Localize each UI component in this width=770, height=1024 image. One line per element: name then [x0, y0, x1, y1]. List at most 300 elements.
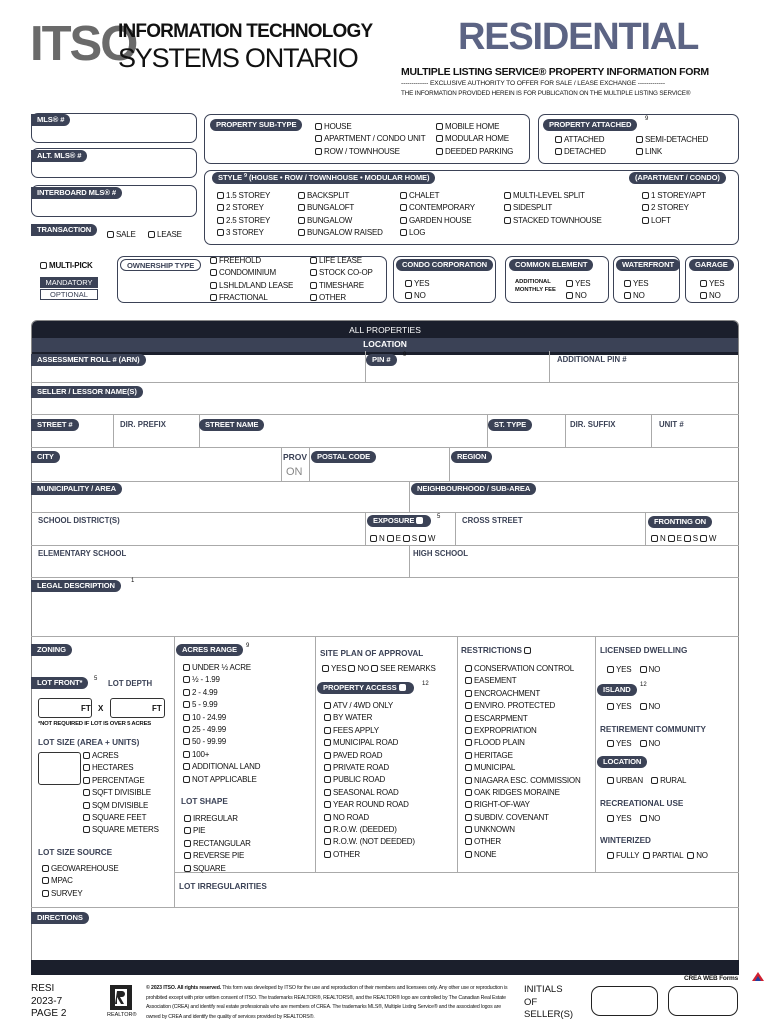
- option-label: ATTACHED: [564, 135, 605, 144]
- checkbox-icon: [324, 739, 331, 746]
- option-item[interactable]: [465, 825, 581, 837]
- publication-line: THE INFORMATION PROVIDED HEREIN IS FOR PUBLICATION ON THE MULTIPLE LISTING SERVICE®: [401, 90, 691, 97]
- form-title: RESIDENTIAL: [458, 16, 699, 58]
- option-label: PRIVATE ROAD: [333, 762, 389, 772]
- option-item[interactable]: [83, 801, 159, 813]
- checkbox-icon: [555, 148, 562, 155]
- option-label: EXPROPRIATION: [474, 725, 537, 735]
- option-item[interactable]: [465, 776, 581, 788]
- option-item[interactable]: [183, 675, 260, 687]
- option-item[interactable]: [324, 837, 415, 849]
- transaction-sale[interactable]: SALE: [107, 230, 136, 239]
- checkbox-icon: [504, 217, 511, 224]
- access-list: [324, 701, 415, 862]
- option-label: HECTARES: [92, 763, 134, 773]
- checkbox-icon: [324, 789, 331, 796]
- option-label: REVERSE PIE: [193, 851, 245, 861]
- option-item[interactable]: [315, 134, 425, 146]
- attached-col2: [636, 135, 708, 160]
- lot-source-list: [42, 864, 119, 901]
- checkbox-icon[interactable]: [607, 703, 614, 710]
- checkbox-icon: [315, 135, 322, 142]
- option-item[interactable]: [83, 825, 159, 837]
- checkbox-icon[interactable]: [322, 665, 329, 672]
- waterfront-no[interactable]: NO: [624, 291, 645, 300]
- option-item[interactable]: [636, 135, 708, 147]
- footer-legal: © 2023 ITSO. All rights reserved. This form was developed by ITSO for the use and reproduction of their members and licensees only. Any other use or reproduction is prohibited except with prior written consent of ITSO. The trademarks REALTOR®, REALTORS®, and the REALTOR® logo are controlled by The Canadian Real Estate Association (CREA) and identify real estate professionals who are members of CREA. The trademarks MLS®, Multiple Listing Service® and the associated logos are owned by CREA and identify the quality of services provided by REALTORS®.: [146, 985, 508, 1020]
- location-label: LOCATION: [597, 756, 647, 768]
- option-label: GEOWAREHOUSE: [51, 864, 119, 873]
- alt-mls-label: ALT. MLS® #: [31, 150, 87, 162]
- option-item[interactable]: [210, 281, 293, 293]
- option-item[interactable]: [315, 147, 425, 159]
- checkbox-icon: [183, 738, 190, 745]
- checkbox-icon[interactable]: [640, 666, 647, 673]
- realtor-logo: [107, 983, 135, 1019]
- lot-source-label: LOT SIZE SOURCE: [38, 848, 113, 857]
- option-item[interactable]: [400, 228, 475, 240]
- option-label: LOG: [409, 228, 426, 238]
- additional-pin-label: ADDITIONAL PIN #: [557, 355, 627, 364]
- attached-label: PROPERTY ATTACHED: [543, 119, 637, 131]
- option-item[interactable]: [465, 763, 581, 775]
- checkbox-icon[interactable]: [387, 535, 394, 542]
- checkbox-icon[interactable]: [684, 535, 691, 542]
- option-item[interactable]: [298, 216, 383, 228]
- ownership-label: OWNERSHIP TYPE: [120, 259, 201, 271]
- option-item[interactable]: [324, 800, 415, 812]
- checkbox-icon: [298, 192, 305, 199]
- bottom-bar: [31, 960, 739, 975]
- checkbox-icon[interactable]: [640, 815, 647, 822]
- island-sup: 12: [640, 682, 647, 688]
- option-label: ½ - 1.99: [192, 675, 220, 685]
- checkbox-icon: [324, 851, 331, 858]
- checkbox-icon: [83, 789, 90, 796]
- option-item[interactable]: [636, 147, 708, 159]
- option-label: FEES APPLY: [333, 725, 379, 735]
- checkbox-icon[interactable]: [607, 740, 614, 747]
- style-label: STYLE $^9$ (HOUSE • ROW / TOWNHOUSE • MODULAR HOME): [212, 172, 435, 184]
- checkbox-icon: [298, 217, 305, 224]
- lot-shape-label: LOT SHAPE: [181, 797, 228, 806]
- attached-sup: 9: [645, 116, 649, 122]
- exposure-sup: 5: [437, 514, 441, 520]
- sub-type-label: PROPERTY SUB-TYPE: [210, 119, 302, 131]
- footer-date: 2023-7: [31, 996, 63, 1007]
- option-item[interactable]: [310, 256, 373, 268]
- option-item[interactable]: [465, 726, 581, 738]
- lot-front-sup: 5: [94, 676, 98, 682]
- option-item[interactable]: [324, 850, 415, 862]
- lot-size-input[interactable]: [38, 752, 81, 785]
- logo-line1: INFORMATION TECHNOLOGY: [118, 21, 373, 42]
- option-item[interactable]: [324, 738, 415, 750]
- checkbox-icon[interactable]: [640, 703, 647, 710]
- option-label: STOCK CO-OP: [319, 268, 373, 278]
- option-label: ATV / 4WD ONLY: [333, 701, 394, 710]
- option-item[interactable]: [642, 203, 706, 215]
- option-item[interactable]: [324, 825, 415, 837]
- checkbox-icon: [298, 229, 305, 236]
- retirement-options: YES NO: [607, 739, 660, 748]
- option-item[interactable]: [183, 762, 260, 774]
- option-item[interactable]: [465, 788, 581, 800]
- option-label: LOFT: [651, 215, 671, 225]
- option-item[interactable]: [324, 813, 415, 825]
- option-item[interactable]: [465, 837, 581, 849]
- option-label: ACRES: [92, 751, 119, 760]
- lot-shape-list: [184, 814, 251, 876]
- island-options: YES NO: [607, 702, 660, 711]
- acres-range-label: ACRES RANGE: [176, 644, 243, 656]
- option-label: EASEMENT: [474, 676, 517, 686]
- option-item[interactable]: [184, 839, 251, 851]
- fronting-label: FRONTING ON: [648, 516, 712, 528]
- option-item[interactable]: [465, 800, 581, 812]
- checkbox-icon: [465, 739, 472, 746]
- checkbox-icon[interactable]: [607, 852, 614, 859]
- form-subtitle: MULTIPLE LISTING SERVICE® PROPERTY INFORMATION FORM: [401, 66, 709, 78]
- checkbox-icon: [324, 838, 331, 845]
- checkbox-icon: [465, 752, 472, 759]
- option-label: SQUARE FEET: [92, 812, 147, 822]
- checkbox-icon[interactable]: [687, 852, 694, 859]
- option-item[interactable]: [465, 701, 581, 713]
- licensed-label: LICENSED DWELLING: [600, 646, 688, 655]
- option-item[interactable]: [465, 714, 581, 726]
- logo-line2: SYSTEMS ONTARIO: [118, 43, 358, 73]
- realtor-text: REALTOR®: [107, 1012, 137, 1018]
- option-item[interactable]: [324, 788, 415, 800]
- checkbox-icon: [42, 865, 49, 872]
- garage-yes[interactable]: YES: [700, 279, 724, 288]
- checkbox-icon: [555, 136, 562, 143]
- option-label: BUNGALOFT: [307, 203, 355, 213]
- option-label: CONSERVATION CONTROL: [474, 664, 575, 673]
- direction-label: E: [395, 534, 401, 543]
- ownership-col2: [310, 256, 373, 306]
- option-item[interactable]: [324, 775, 415, 787]
- option-label: CONTEMPORARY: [409, 203, 475, 213]
- retirement-label: RETIREMENT COMMUNITY: [600, 725, 706, 734]
- option-item[interactable]: [183, 688, 260, 700]
- checkbox-icon: [416, 517, 423, 524]
- option-label: 10 - 24.99: [192, 712, 227, 722]
- checkbox-icon[interactable]: [651, 777, 658, 784]
- option-label: SQUARE METERS: [92, 825, 159, 835]
- option-item[interactable]: [217, 228, 270, 240]
- lot-note: *NOT REQUIRED IF LOT IS OVER 5 ACRES: [38, 721, 152, 727]
- checkbox-icon: [148, 231, 155, 238]
- option-label: ESCARPMENT: [474, 713, 528, 723]
- option-item[interactable]: [324, 763, 415, 775]
- option-item[interactable]: [400, 203, 475, 215]
- option-label: 3 STOREY: [226, 228, 264, 238]
- checkbox-icon: [504, 192, 511, 199]
- style-apt-label: (APARTMENT / CONDO): [629, 172, 726, 184]
- option-item[interactable]: [183, 775, 260, 787]
- direction-label: W: [427, 534, 436, 543]
- option-label: R.O.W. (DEEDED): [333, 824, 397, 834]
- option-item[interactable]: [400, 216, 475, 228]
- option-item[interactable]: [183, 713, 260, 725]
- option-item[interactable]: [184, 826, 251, 838]
- option-item[interactable]: [465, 751, 581, 763]
- initials-box-1[interactable]: [591, 986, 658, 1016]
- option-item[interactable]: [298, 203, 383, 215]
- checkbox-icon: [210, 257, 217, 264]
- waterfront-yes[interactable]: YES: [624, 279, 648, 288]
- checkbox-icon[interactable]: [371, 665, 378, 672]
- checkbox-icon: [324, 702, 331, 709]
- option-label: OTHER: [319, 293, 347, 303]
- seller-label: SELLER / LESSOR NAME(S): [31, 386, 143, 398]
- lot-front-ft: FT: [81, 704, 91, 713]
- checkbox-icon: [40, 262, 47, 269]
- postal-label: POSTAL CODE: [311, 451, 376, 463]
- checkbox-icon: [183, 664, 190, 671]
- option-item[interactable]: [324, 701, 415, 713]
- option-item[interactable]: [642, 216, 706, 228]
- checkbox-icon: [83, 814, 90, 821]
- option-item[interactable]: [324, 713, 415, 725]
- option-item[interactable]: [298, 191, 383, 203]
- option-label: 25 - 49.99: [192, 724, 227, 734]
- option-item[interactable]: [183, 737, 260, 749]
- option-item[interactable]: [465, 850, 581, 862]
- footer-page: PAGE 2: [31, 1008, 67, 1019]
- location-options: URBAN RURAL: [607, 776, 686, 785]
- school-label: SCHOOL DISTRICT(S): [38, 516, 120, 525]
- option-item[interactable]: [310, 281, 373, 293]
- option-item[interactable]: [217, 191, 270, 203]
- option-item[interactable]: [436, 134, 513, 146]
- option-item[interactable]: [436, 147, 513, 159]
- checkbox-icon[interactable]: [348, 665, 355, 672]
- option-item[interactable]: [324, 751, 415, 763]
- arn-label: ASSESSMENT ROLL # (ARN): [31, 354, 146, 366]
- option-item[interactable]: [183, 663, 260, 675]
- option-item[interactable]: [310, 293, 373, 305]
- garage-no[interactable]: NO: [700, 291, 721, 300]
- transaction-lease[interactable]: LEASE: [148, 230, 182, 239]
- location-title: LOCATION: [363, 339, 407, 349]
- checkbox-icon[interactable]: [607, 777, 614, 784]
- checkbox-icon: [400, 204, 407, 211]
- option-label: OTHER: [474, 837, 502, 847]
- option-item[interactable]: [83, 751, 159, 763]
- option-label: 2 - 4.99: [192, 687, 218, 697]
- checkbox-icon: [700, 292, 707, 299]
- style-col5: [642, 191, 706, 228]
- winterized-label: WINTERIZED: [600, 836, 651, 845]
- option-label: SEASONAL ROAD: [333, 787, 399, 797]
- grid-lines: [31, 351, 739, 975]
- checkbox-icon: [566, 280, 573, 287]
- pin-sup: 9: [403, 352, 407, 358]
- checkbox-icon: [642, 192, 649, 199]
- checkbox-icon: [310, 294, 317, 301]
- option-item[interactable]: [42, 889, 119, 901]
- common-element-label: COMMON ELEMENT: [509, 259, 593, 271]
- fronting-directions: [651, 534, 718, 543]
- option-item[interactable]: [555, 147, 606, 159]
- initials-box-2[interactable]: [668, 986, 738, 1016]
- option-label: RIGHT-OF-WAY: [474, 800, 530, 810]
- option-label: NIAGARA ESC. COMMISSION: [474, 775, 581, 785]
- checkbox-icon: [310, 257, 317, 264]
- dir-prefix-label: DIR. PREFIX: [120, 420, 166, 429]
- checkbox-icon: [42, 890, 49, 897]
- option-label: MPAC: [51, 876, 73, 886]
- checkbox-icon: [465, 764, 472, 771]
- checkbox-icon[interactable]: [370, 535, 377, 542]
- checkbox-icon: [107, 231, 114, 238]
- style-col3: [400, 191, 475, 241]
- checkbox-icon: [184, 852, 191, 859]
- authority-line: ------------- EXCLUSIVE AUTHORITY TO OFFER FOR SALE / LEASE EXCHANGE -------------: [401, 80, 665, 87]
- checkbox-icon[interactable]: [640, 740, 647, 747]
- checkbox-icon: [465, 826, 472, 833]
- option-item[interactable]: [210, 293, 293, 305]
- access-sup: 12: [422, 681, 429, 687]
- checkbox-icon: [436, 123, 443, 130]
- checkbox-icon[interactable]: [700, 535, 707, 542]
- checkbox-icon: [217, 192, 224, 199]
- logo-mark: ITSO: [30, 17, 137, 71]
- option-item[interactable]: [183, 725, 260, 737]
- style-col1: [217, 191, 270, 241]
- condo-corp-no[interactable]: NO: [405, 291, 426, 300]
- option-item[interactable]: [315, 122, 425, 134]
- common-yes[interactable]: YES: [566, 279, 590, 288]
- option-item[interactable]: [183, 700, 260, 712]
- acres-sup: 9: [246, 643, 250, 649]
- common-no[interactable]: NO: [566, 291, 587, 300]
- street-no-label: STREET #: [31, 419, 79, 431]
- option-item[interactable]: [217, 216, 270, 228]
- option-item[interactable]: [465, 689, 581, 701]
- checkbox-icon[interactable]: [643, 852, 650, 859]
- option-item[interactable]: [465, 738, 581, 750]
- garage-label: GARAGE: [689, 259, 734, 271]
- checkbox-icon: [636, 136, 643, 143]
- option-label: MUNICIPAL ROAD: [333, 738, 399, 748]
- checkbox-icon[interactable]: [607, 666, 614, 673]
- option-item[interactable]: [184, 814, 251, 826]
- checkbox-icon[interactable]: [651, 535, 658, 542]
- option-label: SQFT DIVISIBLE: [92, 788, 151, 798]
- checkbox-icon: [183, 751, 190, 758]
- option-item[interactable]: [310, 268, 373, 280]
- legal-sup: 1: [131, 578, 135, 584]
- option-item[interactable]: [642, 191, 706, 203]
- directions-label: DIRECTIONS: [31, 912, 89, 924]
- option-item[interactable]: [42, 876, 119, 888]
- option-item[interactable]: [184, 851, 251, 863]
- option-item[interactable]: [217, 203, 270, 215]
- option-item[interactable]: [83, 763, 159, 775]
- checkbox-icon: [504, 204, 511, 211]
- option-item[interactable]: [183, 750, 260, 762]
- checkbox-icon: [310, 282, 317, 289]
- attached-col1: [555, 135, 606, 160]
- option-item[interactable]: [324, 726, 415, 738]
- style-col4: [504, 191, 602, 228]
- option-item[interactable]: [83, 776, 159, 788]
- checkbox-icon[interactable]: [607, 815, 614, 822]
- checkbox-icon: [636, 148, 643, 155]
- option-item[interactable]: [465, 676, 581, 688]
- street-name-label: STREET NAME: [199, 419, 264, 431]
- checkbox-icon: [183, 701, 190, 708]
- checkbox-icon: [465, 838, 472, 845]
- checkbox-icon: [465, 814, 472, 821]
- option-item[interactable]: [42, 864, 119, 876]
- checkbox-icon: [210, 282, 217, 289]
- option-item[interactable]: [83, 788, 159, 800]
- option-item[interactable]: [465, 664, 581, 676]
- option-label: CHALET: [409, 191, 440, 200]
- option-item[interactable]: [210, 256, 293, 268]
- option-label: 1.5 STOREY: [226, 191, 271, 200]
- municipality-label: MUNICIPALITY / AREA: [31, 483, 122, 495]
- checkbox-icon: [183, 763, 190, 770]
- option-item[interactable]: [465, 813, 581, 825]
- checkbox-icon: [315, 123, 322, 130]
- option-item[interactable]: [298, 228, 383, 240]
- option-label: FRACTIONAL: [219, 293, 268, 303]
- checkbox-icon[interactable]: [419, 535, 426, 542]
- checkbox-icon: [183, 689, 190, 696]
- legal-label: LEGAL DESCRIPTION: [31, 580, 121, 592]
- lot-depth-label: LOT DEPTH: [108, 679, 153, 688]
- checkbox-icon: [184, 865, 191, 872]
- direction-label: N: [660, 534, 666, 543]
- option-item[interactable]: [400, 191, 475, 203]
- option-item[interactable]: [436, 122, 513, 134]
- checkbox-icon: [83, 777, 90, 784]
- checkbox-icon: [184, 827, 191, 834]
- option-item[interactable]: [504, 216, 602, 228]
- option-label: 2 STOREY: [226, 203, 264, 213]
- option-item[interactable]: [184, 864, 251, 876]
- checkbox-icon: [436, 135, 443, 142]
- checkbox-icon: [405, 280, 412, 287]
- option-item[interactable]: [504, 191, 602, 203]
- checkbox-icon[interactable]: [403, 535, 410, 542]
- checkbox-icon: [465, 789, 472, 796]
- checkbox-icon: [465, 677, 472, 684]
- option-item[interactable]: [210, 268, 293, 280]
- checkbox-icon: [465, 690, 472, 697]
- option-label: 5 - 9.99: [192, 700, 218, 710]
- option-label: SQM DIVISIBLE: [92, 800, 149, 810]
- option-item[interactable]: [83, 813, 159, 825]
- option-label: OAK RIDGES MORAINE: [474, 787, 560, 797]
- option-label: MODULAR HOME: [445, 134, 509, 144]
- option-item[interactable]: [504, 203, 602, 215]
- checkbox-icon: [217, 217, 224, 224]
- condo-corp-yes[interactable]: YES: [405, 279, 429, 288]
- checkbox-icon[interactable]: [668, 535, 675, 542]
- option-label: MUNICIPAL: [474, 763, 516, 773]
- option-item[interactable]: [555, 135, 606, 147]
- city-label: CITY: [31, 451, 60, 463]
- st-type-label: ST. TYPE: [488, 419, 532, 431]
- checkbox-icon: [324, 752, 331, 759]
